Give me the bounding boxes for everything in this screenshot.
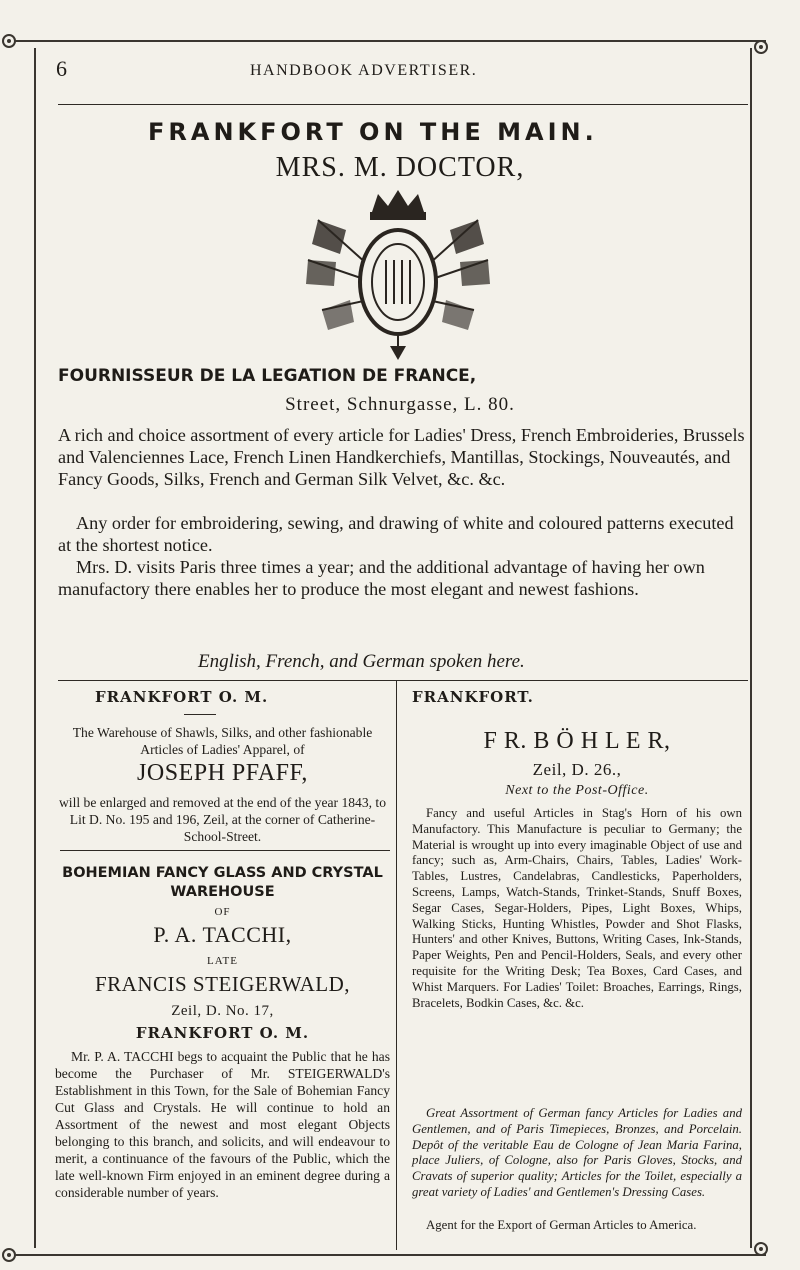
of-label: OF xyxy=(214,906,231,918)
frame-right-rule xyxy=(750,48,752,1248)
left-section-rule xyxy=(60,850,390,851)
proprietor-name: MRS. M. DOCTOR, xyxy=(275,152,525,183)
pfaff-intro: The Warehouse of Shawls, Silks, and other fashionable Articles of Ladies' Apparel, of xyxy=(72,725,373,757)
page-number: 6 xyxy=(56,56,67,81)
tacchi-notice: Mr. P. A. TACCHI begs to acquaint the Public that he has become the Purchaser of Mr. STEIGERWALD's Establishment in this Town, for the Sale of Bohemian Fancy Cut Glass and Crystals. He will continue to hold an Assortment of the newest and most elegant Objects belonging to this branch, and solicits, and will endeavour to merit, a continuance of the favours of the Public, which the late well-known Firm enjoyed in an eminent degree during a considerable number of years. xyxy=(55,1049,390,1200)
steigerwald-address: Zeil, D. No. 17, xyxy=(171,1003,274,1019)
corner-ring-icon xyxy=(2,1248,16,1262)
section-rule xyxy=(58,680,748,681)
right-column-heading: FRANKFORT. xyxy=(412,688,534,706)
left-column-heading: FRANKFORT O. M. xyxy=(95,688,269,706)
bohler-location-note: Next to the Post-Office. xyxy=(505,783,649,798)
header-rule xyxy=(58,104,748,105)
embroidery-paragraph: Any order for embroidering, sewing, and drawing of white and coloured patterns executed at the shortest notice. xyxy=(58,513,734,555)
appointment-line: FOURNISSEUR DE LA LEGATION DE FRANCE, xyxy=(58,366,477,386)
bohler-agent-text: Agent for the Export of German Articles to America. xyxy=(426,1218,697,1232)
tacchi-subheading: FRANKFORT O. M. xyxy=(135,1024,310,1042)
corner-ring-icon xyxy=(754,40,768,54)
frame-left-rule xyxy=(34,48,36,1248)
corner-ring-icon xyxy=(2,34,16,48)
frame-top-rule xyxy=(8,40,766,42)
bohler-assortment-text: Great Assortment of German fancy Articles for Ladies and Gentlemen, and of Paris Timepieces, Bronzes, and Porcelain. Depôt of the veritable Eau de Cologne of Jean Maria Farina, place Juliers, of Cologne, also for Paris Gloves, Stocks, and Cravats of superior quality; Articles for the Toilet, especially a great variety of Ladies' and Gentlemen's Dressing Cases. xyxy=(412,1106,742,1199)
bohler-address: Zeil, D. 26., xyxy=(532,760,622,779)
intro-paragraph: A rich and choice assortment of every article for Ladies' Dress, French Embroideries, Brussels and Valenciennes Lace, French Linen Handkerchiefs, Mantillas, Stockings, Nouveautés, and Fancy Goods, Silks, French and German Silk Velvet, &c. &c. xyxy=(58,425,745,489)
languages-line: English, French, and German spoken here. xyxy=(198,651,525,672)
pfaff-notice: will be enlarged and removed at the end of the year 1843, to Lit D. No. 195 and 196, Zeil, at the corner of Catherine-School-Street. xyxy=(58,795,387,844)
bohler-main-text: Fancy and useful Articles in Stag's Horn of his own Manufactory. This Manufacture is peculiar to Germany; the Material is wrought up into every imaginable Object of use and fancy; such as, Arm-Chairs, Chairs, Tables, Ladies' Work-Tables, Lustres, Candelabras, Candlesticks, Paperholders, Screens, Lamps, Watch-Stands, Trinket-Stands, Snuff Boxes, Segar Cases, Segar-Holders, Pipes, Light Boxes, Whips, Walking Sticks, Hunting Whistles, Powder and Shot Flasks, Hunters' and other Knives, Buttons, Writing Cases, Ink-Stands, Paper Weights, Pen and Pencil-Holders, Seals, and every other requisite for the Writing Desk; Tea Boxes, Card Cases, and Whist Marquers. For Ladies' Toilet: Broaches, Earrings, Rings, Bracelets, Bodkin Cases, &c. &c. xyxy=(412,806,742,1010)
short-rule xyxy=(184,714,216,715)
shop-address: Street, Schnurgasse, L. 80. xyxy=(285,394,515,415)
corner-ring-icon xyxy=(754,1242,768,1256)
steigerwald-name: FRANCIS STEIGERWALD, xyxy=(94,972,351,996)
bohler-name: F R. B Ö H L E R, xyxy=(483,728,671,754)
tacchi-name: P. A. TACCHI, xyxy=(153,922,292,947)
column-divider xyxy=(396,680,397,1250)
bohemian-title: BOHEMIAN FANCY GLASS AND CRYSTAL WAREHOUSE xyxy=(62,865,383,900)
frame-bottom-rule xyxy=(8,1254,766,1256)
running-title: HANDBOOK ADVERTISER. xyxy=(250,62,478,79)
late-label: LATE xyxy=(207,955,238,967)
advert-title: FRANKFORT ON THE MAIN. xyxy=(148,118,598,146)
royal-coat-of-arms-icon xyxy=(300,190,496,360)
pfaff-name: JOSEPH PFAFF, xyxy=(137,760,308,786)
paris-paragraph: Mrs. D. visits Paris three times a year; and the additional advantage of having her own manufactory there enables her to produce the most elegant and newest fashions. xyxy=(58,557,705,599)
